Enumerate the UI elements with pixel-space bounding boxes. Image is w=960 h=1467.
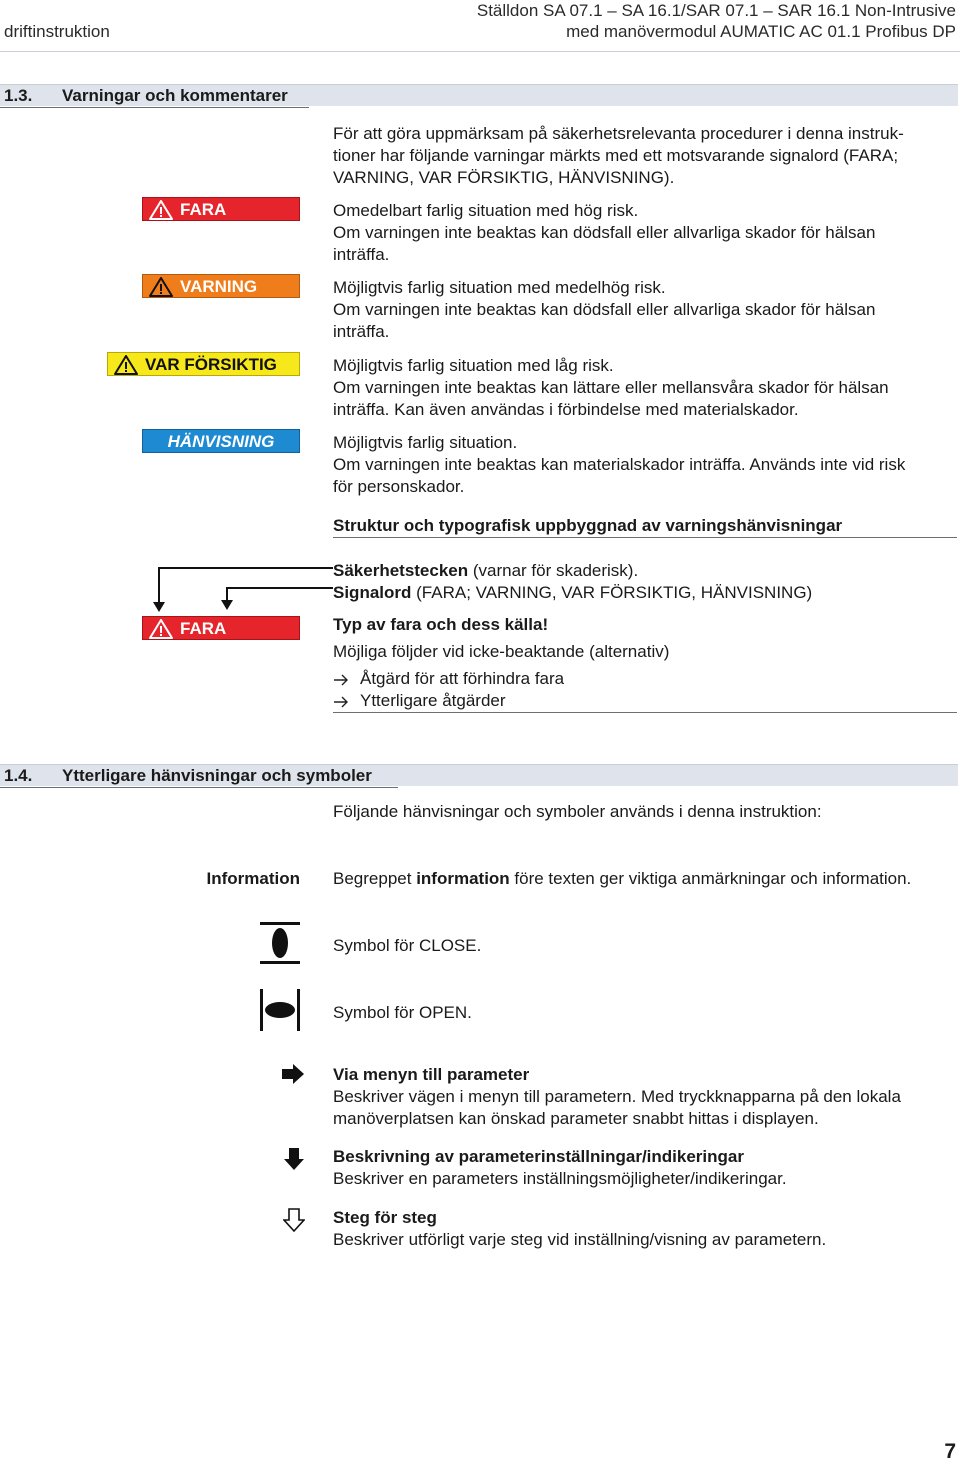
action-item: Åtgärd för att förhindra fara <box>333 668 958 690</box>
arrow-right-icon <box>333 668 349 690</box>
section-heading-1-4 <box>0 764 958 786</box>
document-type: driftinstruktion <box>4 22 110 41</box>
varning-label: VARNING <box>180 277 258 296</box>
section-title-underline <box>0 107 309 108</box>
structure-line-safety-sign: Säkerhetstecken (varnar för skaderisk). <box>333 561 639 580</box>
header-divider <box>0 51 960 52</box>
document-title-line2: med manövermodul AUMATIC AC 01.1 Profibus DP <box>566 22 956 41</box>
information-label: Information <box>206 869 300 888</box>
var-forsiktig-label: VAR FÖRSIKTIG <box>145 355 277 374</box>
open-symbol-icon <box>258 987 302 1033</box>
structure-hazard: Typ av fara och dess källa! <box>333 615 549 634</box>
arrow-down-solid-icon <box>283 1147 305 1171</box>
warning-triangle-icon <box>149 277 173 297</box>
action-item: Ytterligare åtgärder <box>333 690 958 712</box>
section-heading-1-3 <box>0 84 958 106</box>
fara-badge <box>142 197 300 221</box>
close-symbol-icon <box>258 920 302 966</box>
structure-title: Struktur och typografisk uppbyggnad av varningshänvisningar <box>333 516 843 535</box>
varning-description: Möjligtvis farlig situation med medelhög risk. Om varningen inte beaktas kan dödsfall eller allvarliga skador för hälsan inträffa. <box>333 278 876 341</box>
var-forsiktig-badge <box>107 352 300 376</box>
structure-fara-badge <box>142 616 300 640</box>
document-title-line1: Ställdon SA 07.1 – SA 16.1/SAR 07.1 – SAR 16.1 Non-Intrusive <box>476 1 956 20</box>
section-title: Ytterligare hänvisningar och symboler <box>62 766 372 785</box>
fara-label: FARA <box>180 200 227 219</box>
page-number: 7 <box>944 1440 956 1463</box>
hanvisning-label: HÄNVISNING <box>167 432 275 451</box>
section-title-underline <box>0 787 398 788</box>
close-symbol-text: Symbol för CLOSE. <box>333 936 482 955</box>
structure-fara-label: FARA <box>180 619 227 638</box>
arrow-right-solid-icon <box>281 1063 305 1085</box>
fara-description: Omedelbart farlig situation med hög risk. Om varningen inte beaktas kan dödsfall eller allvarliga skador för hälsan inträffa. <box>333 201 876 264</box>
structure-line-signal-word: Signalord (FARA; VARNING, VAR FÖRSIKTIG, HÄNVISNING) <box>333 583 813 602</box>
structure-bottom-rule <box>333 712 957 713</box>
varning-badge <box>142 274 300 298</box>
section-title: Varningar och kommentarer <box>62 86 288 105</box>
hanvisning-description: Möjligtvis farlig situation. Om varningen inte beaktas kan materialskador inträffa. Används inte vid risk för personskador. <box>333 433 906 496</box>
open-symbol-text: Symbol för OPEN. <box>333 1003 472 1022</box>
section-number: 1.4. <box>4 766 33 785</box>
structure-title-rule <box>333 537 957 538</box>
arrow-down-outline-icon <box>283 1208 305 1232</box>
warnings-intro: För att göra uppmärksam på säkerhetsrelevanta procedurer i denna instruk- tioner har följande varningar märkts med ett motsvarande signalord (FARA; VARNING, VAR FÖRSIKTIG, HÄNVISNING). <box>333 124 904 187</box>
structure-lines <box>333 560 958 604</box>
arrow-right-icon <box>333 690 349 712</box>
menu-path-description: Via menyn till parameter Beskriver vägen i menyn till parametern. Med tryckknapparna på den lokala manöverplatsen kan önskad parameter snabbt hittas i displayen. <box>333 1065 901 1128</box>
structure-actions <box>333 668 958 712</box>
structure-pointer-lines <box>150 560 340 616</box>
warning-triangle-icon <box>114 355 138 375</box>
symbols-intro: Följande hänvisningar och symboler används i denna instruktion: <box>333 802 822 821</box>
information-description: Begreppet information före texten ger viktiga anmärkningar och information. <box>333 869 912 888</box>
step-description: Steg för steg Beskriver utförligt varje steg vid inställning/visning av parametern. <box>333 1208 827 1249</box>
warning-triangle-icon <box>149 200 173 220</box>
structure-consequences: Möjliga följder vid icke-beaktande (alternativ) <box>333 642 670 661</box>
hanvisning-badge <box>142 429 300 453</box>
parameter-description: Beskrivning av parameterinställningar/indikeringar Beskriver en parameters inställningsmöjligheter/indikeringar. <box>333 1147 787 1188</box>
section-number: 1.3. <box>4 86 33 105</box>
var-forsiktig-description: Möjligtvis farlig situation med låg risk. Om varningen inte beaktas kan lättare eller mellansvåra skador för hälsan inträffa. Kan även användas i förbindelse med materialskador. <box>333 356 889 419</box>
document-title <box>477 0 956 42</box>
warning-triangle-icon <box>149 619 173 639</box>
